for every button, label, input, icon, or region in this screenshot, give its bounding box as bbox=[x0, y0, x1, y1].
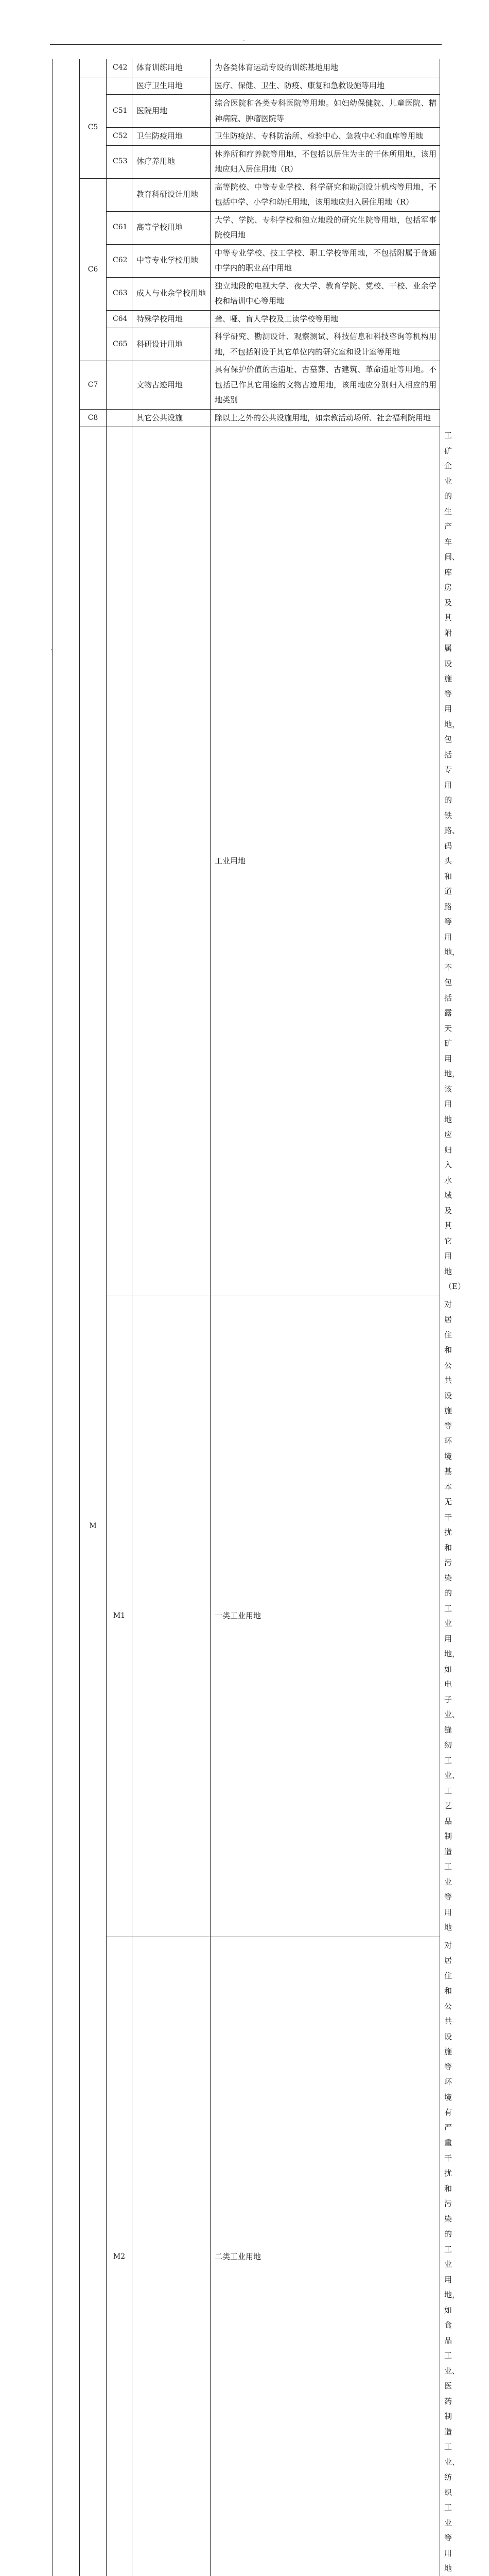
land-use-desc: 聋、哑、盲人学校及工读学校等用地 bbox=[211, 310, 440, 328]
mid-class-code: M2 bbox=[107, 1937, 132, 2576]
table-row bbox=[53, 361, 440, 410]
table-row bbox=[53, 178, 440, 211]
mid-class-cell bbox=[107, 427, 132, 1296]
table-row bbox=[53, 77, 440, 95]
land-use-desc: 综合医院和各类专科医院等用地。如妇幼保健院、儿童医院、精神病院、肿瘤医院等 bbox=[211, 95, 440, 128]
land-use-desc: 独立地段的电视大学、夜大学、教育学院、党校、干校、业余学校和培训中心等用地 bbox=[211, 277, 440, 310]
table-row bbox=[53, 145, 440, 178]
land-use-name: 工业用地 bbox=[211, 427, 440, 1296]
table-row bbox=[53, 95, 440, 128]
table-row bbox=[53, 310, 440, 328]
table-row bbox=[53, 409, 440, 427]
land-use-name: 特殊学校用地 bbox=[132, 310, 211, 328]
land-use-desc: 中等专业学校、技工学校、职工学校等用地，不包括附属于普通中学内的职业高中用地 bbox=[211, 244, 440, 277]
land-use-desc: 科学研究、勘测设计、观察测试、科技信息和科技咨询等机构用地，不包括附设于其它单位内的研究室和设计室等用地 bbox=[211, 328, 440, 361]
table-row bbox=[53, 59, 440, 77]
land-use-name: 高等学校用地 bbox=[132, 211, 211, 244]
land-use-desc: 为各类体育运动专设的训练基地用地 bbox=[211, 59, 440, 77]
land-use-desc: 具有保护价值的古遗址、古墓葬、古建筑、革命遗址等用地。不包括已作其它用途的文物古迹用地，该用地应分别归入相应的用地类别 bbox=[211, 361, 440, 410]
land-use-name: 医院用地 bbox=[132, 95, 211, 128]
mid-class-cell bbox=[80, 59, 107, 77]
sub-class-code bbox=[132, 1937, 211, 2576]
mid-class-code: C7 bbox=[80, 361, 107, 410]
sub-class-code: C62 bbox=[107, 244, 132, 277]
mid-class-code: C6 bbox=[80, 178, 107, 361]
sub-class-code: C53 bbox=[107, 145, 132, 178]
mid-class-code: C5 bbox=[80, 77, 107, 178]
land-use-name: 医疗卫生用地 bbox=[132, 77, 211, 95]
land-use-name: 教育科研设计用地 bbox=[132, 178, 211, 211]
sub-class-code: C51 bbox=[107, 95, 132, 128]
land-use-desc: 休养所和疗养院等用地，不包括以居住为主的干休所用地，该用地应归入居住用地（R） bbox=[211, 145, 440, 178]
sub-class-code: C65 bbox=[107, 328, 132, 361]
land-use-desc: 大学、学院、专科学校和独立地段的研究生院等用地，包括军事院校用地 bbox=[211, 211, 440, 244]
sub-class-code: C63 bbox=[107, 277, 132, 310]
sub-class-code: C42 bbox=[107, 59, 132, 77]
sub-class-code bbox=[132, 427, 211, 1296]
major-class-cell bbox=[53, 59, 80, 2576]
land-use-desc: 除以上之外的公共设施用地，如宗教活动场所、社会福利院用地 bbox=[211, 409, 440, 427]
land-use-table bbox=[53, 59, 440, 2576]
land-use-name: 其它公共设施 bbox=[132, 409, 211, 427]
sub-class-code: C64 bbox=[107, 310, 132, 328]
table-row bbox=[53, 244, 440, 277]
footer-mark: . bbox=[50, 645, 53, 651]
land-use-name: 二类工业用地 bbox=[211, 1937, 440, 2576]
sub-class-code bbox=[107, 409, 132, 427]
sub-class-code bbox=[107, 178, 132, 211]
sub-class-code bbox=[107, 77, 132, 95]
mid-class-code: M1 bbox=[107, 1296, 132, 1937]
table-row bbox=[53, 328, 440, 361]
table-row: M1 一类工业用地 对居住和公共设施等环境基本无干扰和污染的工业用地，如电子业、缝纫工业、工艺品制造工业等用地 bbox=[53, 1296, 440, 1937]
table-row: M 工业用地 工矿企业的生产车间、库房及其附属设施等用地，包括专用的铁路、码头和道路等用地，不包括露天矿用地，该用地应归入水域及其它用地（E） bbox=[53, 427, 440, 1296]
table-row bbox=[53, 128, 440, 146]
header-mark: . bbox=[243, 36, 245, 42]
header-rule bbox=[50, 44, 442, 45]
table-row bbox=[53, 277, 440, 310]
land-use-name: 文物古迹用地 bbox=[132, 361, 211, 410]
land-use-name: 体育训练用地 bbox=[132, 59, 211, 77]
land-use-name: 科研设计用地 bbox=[132, 328, 211, 361]
land-use-name: 一类工业用地 bbox=[211, 1296, 440, 1937]
table-row: M2 二类工业用地 对居住和公共设施等环境有严重干扰和污染的工业用地，如食品工业、医药制造工业、纺织工业等用地 bbox=[53, 1937, 440, 2576]
land-use-desc: 医疗、保健、卫生、防疫、康复和急救设施等用地 bbox=[211, 77, 440, 95]
major-class-code: M bbox=[80, 427, 107, 2576]
land-use-name: 成人与业余学校用地 bbox=[132, 277, 211, 310]
sub-class-code bbox=[132, 1296, 211, 1937]
table-row bbox=[53, 211, 440, 244]
sub-class-code: C61 bbox=[107, 211, 132, 244]
land-use-desc: 高等院校、中等专业学校、科学研究和勘测设计机构等用地，不包括中学、小学和幼托用地，该用地应归入居住用地（R） bbox=[211, 178, 440, 211]
mid-class-code: C8 bbox=[80, 409, 107, 427]
land-use-name: 休疗养用地 bbox=[132, 145, 211, 178]
sub-class-code bbox=[107, 361, 132, 410]
land-use-name: 卫生防疫用地 bbox=[132, 128, 211, 146]
sub-class-code: C52 bbox=[107, 128, 132, 146]
land-use-name: 中等专业学校用地 bbox=[132, 244, 211, 277]
land-use-desc: 卫生防疫站、专科防治所、检验中心、急救中心和血库等用地 bbox=[211, 128, 440, 146]
